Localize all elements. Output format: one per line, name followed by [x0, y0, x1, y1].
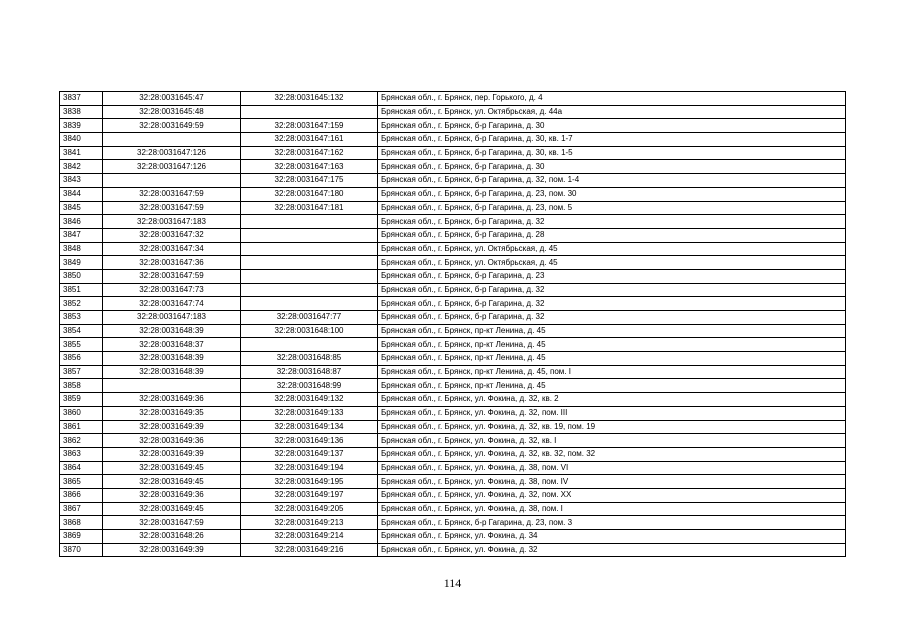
object-number-cell: 32:28:0031647:159 [241, 119, 378, 133]
address-cell: Брянская обл., г. Брянск, ул. Фокина, д. 34 [378, 530, 846, 544]
land-parcel-number-cell: 32:28:0031647:59 [103, 187, 241, 201]
land-parcel-number-cell: 32:28:0031645:47 [103, 92, 241, 106]
land-parcel-number-cell: 32:28:0031649:45 [103, 475, 241, 489]
row-number-cell: 3852 [60, 297, 103, 311]
row-number-cell: 3866 [60, 488, 103, 502]
table-row [60, 105, 846, 119]
address-cell: Брянская обл., г. Брянск, пр-кт Ленина, д. 45 [378, 379, 846, 393]
table-row [60, 352, 846, 366]
table-row [60, 119, 846, 133]
address-cell: Брянская обл., г. Брянск, ул. Фокина, д. 32, кв. 19, пом. 19 [378, 420, 846, 434]
table-row [60, 379, 846, 393]
table-row [60, 475, 846, 489]
object-number-cell: 32:28:0031649:205 [241, 502, 378, 516]
address-cell: Брянская обл., г. Брянск, б-р Гагарина, д. 32 [378, 215, 846, 229]
row-number-cell: 3858 [60, 379, 103, 393]
object-number-cell: 32:28:0031649:137 [241, 447, 378, 461]
table-row [60, 434, 846, 448]
land-parcel-number-cell: 32:28:0031647:59 [103, 269, 241, 283]
table-row [60, 516, 846, 530]
object-number-cell: 32:28:0031648:85 [241, 352, 378, 366]
land-parcel-number-cell: 32:28:0031649:35 [103, 406, 241, 420]
table-row [60, 488, 846, 502]
address-cell: Брянская обл., г. Брянск, б-р Гагарина, д. 30 [378, 119, 846, 133]
object-number-cell [241, 297, 378, 311]
table-row [60, 461, 846, 475]
land-parcel-number-cell: 32:28:0031649:39 [103, 543, 241, 557]
object-number-cell: 32:28:0031649:132 [241, 393, 378, 407]
row-number-cell: 3855 [60, 338, 103, 352]
land-parcel-number-cell: 32:28:0031649:39 [103, 447, 241, 461]
table-row [60, 269, 846, 283]
land-parcel-number-cell: 32:28:0031647:32 [103, 228, 241, 242]
address-cell: Брянская обл., г. Брянск, ул. Фокина, д. 32 [378, 543, 846, 557]
object-number-cell: 32:28:0031647:161 [241, 133, 378, 147]
row-number-cell: 3862 [60, 434, 103, 448]
land-parcel-number-cell: 32:28:0031649:45 [103, 502, 241, 516]
row-number-cell: 3844 [60, 187, 103, 201]
land-parcel-number-cell: 32:28:0031648:39 [103, 352, 241, 366]
address-cell: Брянская обл., г. Брянск, б-р Гагарина, д. 32 [378, 297, 846, 311]
table-row [60, 256, 846, 270]
table-row [60, 530, 846, 544]
table-row [60, 365, 846, 379]
address-cell: Брянская обл., г. Брянск, пр-кт Ленина, д. 45, пом. I [378, 365, 846, 379]
row-number-cell: 3854 [60, 324, 103, 338]
object-number-cell: 32:28:0031649:213 [241, 516, 378, 530]
land-parcel-number-cell: 32:28:0031647:126 [103, 146, 241, 160]
object-number-cell [241, 338, 378, 352]
address-cell: Брянская обл., г. Брянск, б-р Гагарина, д. 28 [378, 228, 846, 242]
land-parcel-number-cell: 32:28:0031647:36 [103, 256, 241, 270]
row-number-cell: 3841 [60, 146, 103, 160]
land-parcel-number-cell [103, 379, 241, 393]
row-number-cell: 3851 [60, 283, 103, 297]
address-cell: Брянская обл., г. Брянск, пр-кт Ленина, д. 45 [378, 338, 846, 352]
object-number-cell: 32:28:0031649:194 [241, 461, 378, 475]
row-number-cell: 3869 [60, 530, 103, 544]
table-row [60, 393, 846, 407]
row-number-cell: 3847 [60, 228, 103, 242]
row-number-cell: 3842 [60, 160, 103, 174]
land-parcel-number-cell: 32:28:0031649:39 [103, 420, 241, 434]
address-cell: Брянская обл., г. Брянск, б-р Гагарина, д. 23, пом. 30 [378, 187, 846, 201]
object-number-cell: 32:28:0031649:133 [241, 406, 378, 420]
row-number-cell: 3867 [60, 502, 103, 516]
object-number-cell: 32:28:0031649:216 [241, 543, 378, 557]
row-number-cell: 3861 [60, 420, 103, 434]
object-number-cell: 32:28:0031647:180 [241, 187, 378, 201]
address-cell: Брянская обл., г. Брянск, пр-кт Ленина, д. 45 [378, 352, 846, 366]
address-cell: Брянская обл., г. Брянск, ул. Фокина, д. 38, пом. I [378, 502, 846, 516]
table-row [60, 420, 846, 434]
table-row [60, 502, 846, 516]
address-cell: Брянская обл., г. Брянск, б-р Гагарина, д. 23, пом. 5 [378, 201, 846, 215]
address-cell: Брянская обл., г. Брянск, б-р Гагарина, д. 30 [378, 160, 846, 174]
land-parcel-number-cell: 32:28:0031648:26 [103, 530, 241, 544]
row-number-cell: 3843 [60, 174, 103, 188]
land-parcel-number-cell: 32:28:0031647:126 [103, 160, 241, 174]
object-number-cell: 32:28:0031649:136 [241, 434, 378, 448]
table-row [60, 447, 846, 461]
land-parcel-number-cell: 32:28:0031647:59 [103, 201, 241, 215]
address-cell: Брянская обл., г. Брянск, ул. Октябрьская, д. 45 [378, 256, 846, 270]
address-cell: Брянская обл., г. Брянск, ул. Фокина, д. 32, кв. 2 [378, 393, 846, 407]
object-number-cell: 32:28:0031647:162 [241, 146, 378, 160]
address-cell: Брянская обл., г. Брянск, ул. Фокина, д. 38, пом. VI [378, 461, 846, 475]
object-number-cell: 32:28:0031648:99 [241, 379, 378, 393]
address-cell: Брянская обл., г. Брянск, б-р Гагарина, д. 30, кв. 1-5 [378, 146, 846, 160]
table-row [60, 228, 846, 242]
address-cell: Брянская обл., г. Брянск, б-р Гагарина, д. 32, пом. 1-4 [378, 174, 846, 188]
row-number-cell: 3845 [60, 201, 103, 215]
table-row [60, 133, 846, 147]
address-cell: Брянская обл., г. Брянск, ул. Фокина, д. 38, пом. IV [378, 475, 846, 489]
land-parcel-number-cell: 32:28:0031647:183 [103, 311, 241, 325]
table-row [60, 201, 846, 215]
table-row [60, 160, 846, 174]
object-number-cell: 32:28:0031649:134 [241, 420, 378, 434]
row-number-cell: 3837 [60, 92, 103, 106]
land-parcel-number-cell: 32:28:0031649:45 [103, 461, 241, 475]
object-number-cell [241, 283, 378, 297]
table-row [60, 297, 846, 311]
land-parcel-number-cell [103, 133, 241, 147]
object-number-cell: 32:28:0031647:77 [241, 311, 378, 325]
address-cell: Брянская обл., г. Брянск, ул. Фокина, д. 32, кв. 32, пом. 32 [378, 447, 846, 461]
table-row [60, 324, 846, 338]
row-number-cell: 3856 [60, 352, 103, 366]
land-parcel-number-cell: 32:28:0031647:73 [103, 283, 241, 297]
object-number-cell: 32:28:0031647:163 [241, 160, 378, 174]
address-cell: Брянская обл., г. Брянск, пер. Горького, д. 4 [378, 92, 846, 106]
land-parcel-number-cell: 32:28:0031647:59 [103, 516, 241, 530]
table-row [60, 242, 846, 256]
page-number: 114 [443, 576, 462, 590]
row-number-cell: 3848 [60, 242, 103, 256]
address-cell: Брянская обл., г. Брянск, ул. Октябрьская, д. 45 [378, 242, 846, 256]
object-number-cell [241, 256, 378, 270]
address-cell: Брянская обл., г. Брянск, б-р Гагарина, д. 32 [378, 283, 846, 297]
table-row [60, 92, 846, 106]
object-number-cell [241, 215, 378, 229]
table-row [60, 406, 846, 420]
row-number-cell: 3857 [60, 365, 103, 379]
table-row [60, 311, 846, 325]
row-number-cell: 3853 [60, 311, 103, 325]
table-row [60, 174, 846, 188]
table-row [60, 338, 846, 352]
object-number-cell: 32:28:0031648:87 [241, 365, 378, 379]
object-number-cell: 32:28:0031649:214 [241, 530, 378, 544]
object-number-cell: 32:28:0031647:181 [241, 201, 378, 215]
table-row [60, 215, 846, 229]
land-parcel-number-cell [103, 174, 241, 188]
row-number-cell: 3839 [60, 119, 103, 133]
address-cell: Брянская обл., г. Брянск, ул. Фокина, д. 32, кв. I [378, 434, 846, 448]
address-cell: Брянская обл., г. Брянск, ул. Октябрьская, д. 44а [378, 105, 846, 119]
row-number-cell: 3859 [60, 393, 103, 407]
row-number-cell: 3865 [60, 475, 103, 489]
land-parcel-number-cell: 32:28:0031649:36 [103, 488, 241, 502]
land-parcel-number-cell: 32:28:0031648:39 [103, 324, 241, 338]
object-number-cell: 32:28:0031648:100 [241, 324, 378, 338]
land-parcel-number-cell: 32:28:0031648:37 [103, 338, 241, 352]
object-number-cell [241, 228, 378, 242]
row-number-cell: 3838 [60, 105, 103, 119]
address-cell: Брянская обл., г. Брянск, ул. Фокина, д. 32, пом. XX [378, 488, 846, 502]
row-number-cell: 3840 [60, 133, 103, 147]
table-row [60, 146, 846, 160]
cadastral-table [59, 91, 846, 557]
land-parcel-number-cell: 32:28:0031647:74 [103, 297, 241, 311]
row-number-cell: 3846 [60, 215, 103, 229]
object-number-cell [241, 105, 378, 119]
address-cell: Брянская обл., г. Брянск, пр-кт Ленина, д. 45 [378, 324, 846, 338]
row-number-cell: 3870 [60, 543, 103, 557]
row-number-cell: 3863 [60, 447, 103, 461]
row-number-cell: 3860 [60, 406, 103, 420]
object-number-cell [241, 242, 378, 256]
address-cell: Брянская обл., г. Брянск, б-р Гагарина, д. 32 [378, 311, 846, 325]
row-number-cell: 3849 [60, 256, 103, 270]
land-parcel-number-cell: 32:28:0031648:39 [103, 365, 241, 379]
object-number-cell: 32:28:0031647:175 [241, 174, 378, 188]
object-number-cell: 32:28:0031649:197 [241, 488, 378, 502]
address-cell: Брянская обл., г. Брянск, б-р Гагарина, д. 30, кв. 1-7 [378, 133, 846, 147]
object-number-cell [241, 269, 378, 283]
address-cell: Брянская обл., г. Брянск, б-р Гагарина, д. 23, пом. 3 [378, 516, 846, 530]
table-body [60, 92, 846, 557]
land-parcel-number-cell: 32:28:0031649:59 [103, 119, 241, 133]
table-row [60, 283, 846, 297]
row-number-cell: 3864 [60, 461, 103, 475]
land-parcel-number-cell: 32:28:0031649:36 [103, 393, 241, 407]
object-number-cell: 32:28:0031645:132 [241, 92, 378, 106]
row-number-cell: 3868 [60, 516, 103, 530]
land-parcel-number-cell: 32:28:0031647:183 [103, 215, 241, 229]
address-cell: Брянская обл., г. Брянск, б-р Гагарина, д. 23 [378, 269, 846, 283]
land-parcel-number-cell: 32:28:0031649:36 [103, 434, 241, 448]
land-parcel-number-cell: 32:28:0031645:48 [103, 105, 241, 119]
table-row [60, 543, 846, 557]
row-number-cell: 3850 [60, 269, 103, 283]
land-parcel-number-cell: 32:28:0031647:34 [103, 242, 241, 256]
table-row [60, 187, 846, 201]
address-cell: Брянская обл., г. Брянск, ул. Фокина, д. 32, пом. III [378, 406, 846, 420]
object-number-cell: 32:28:0031649:195 [241, 475, 378, 489]
